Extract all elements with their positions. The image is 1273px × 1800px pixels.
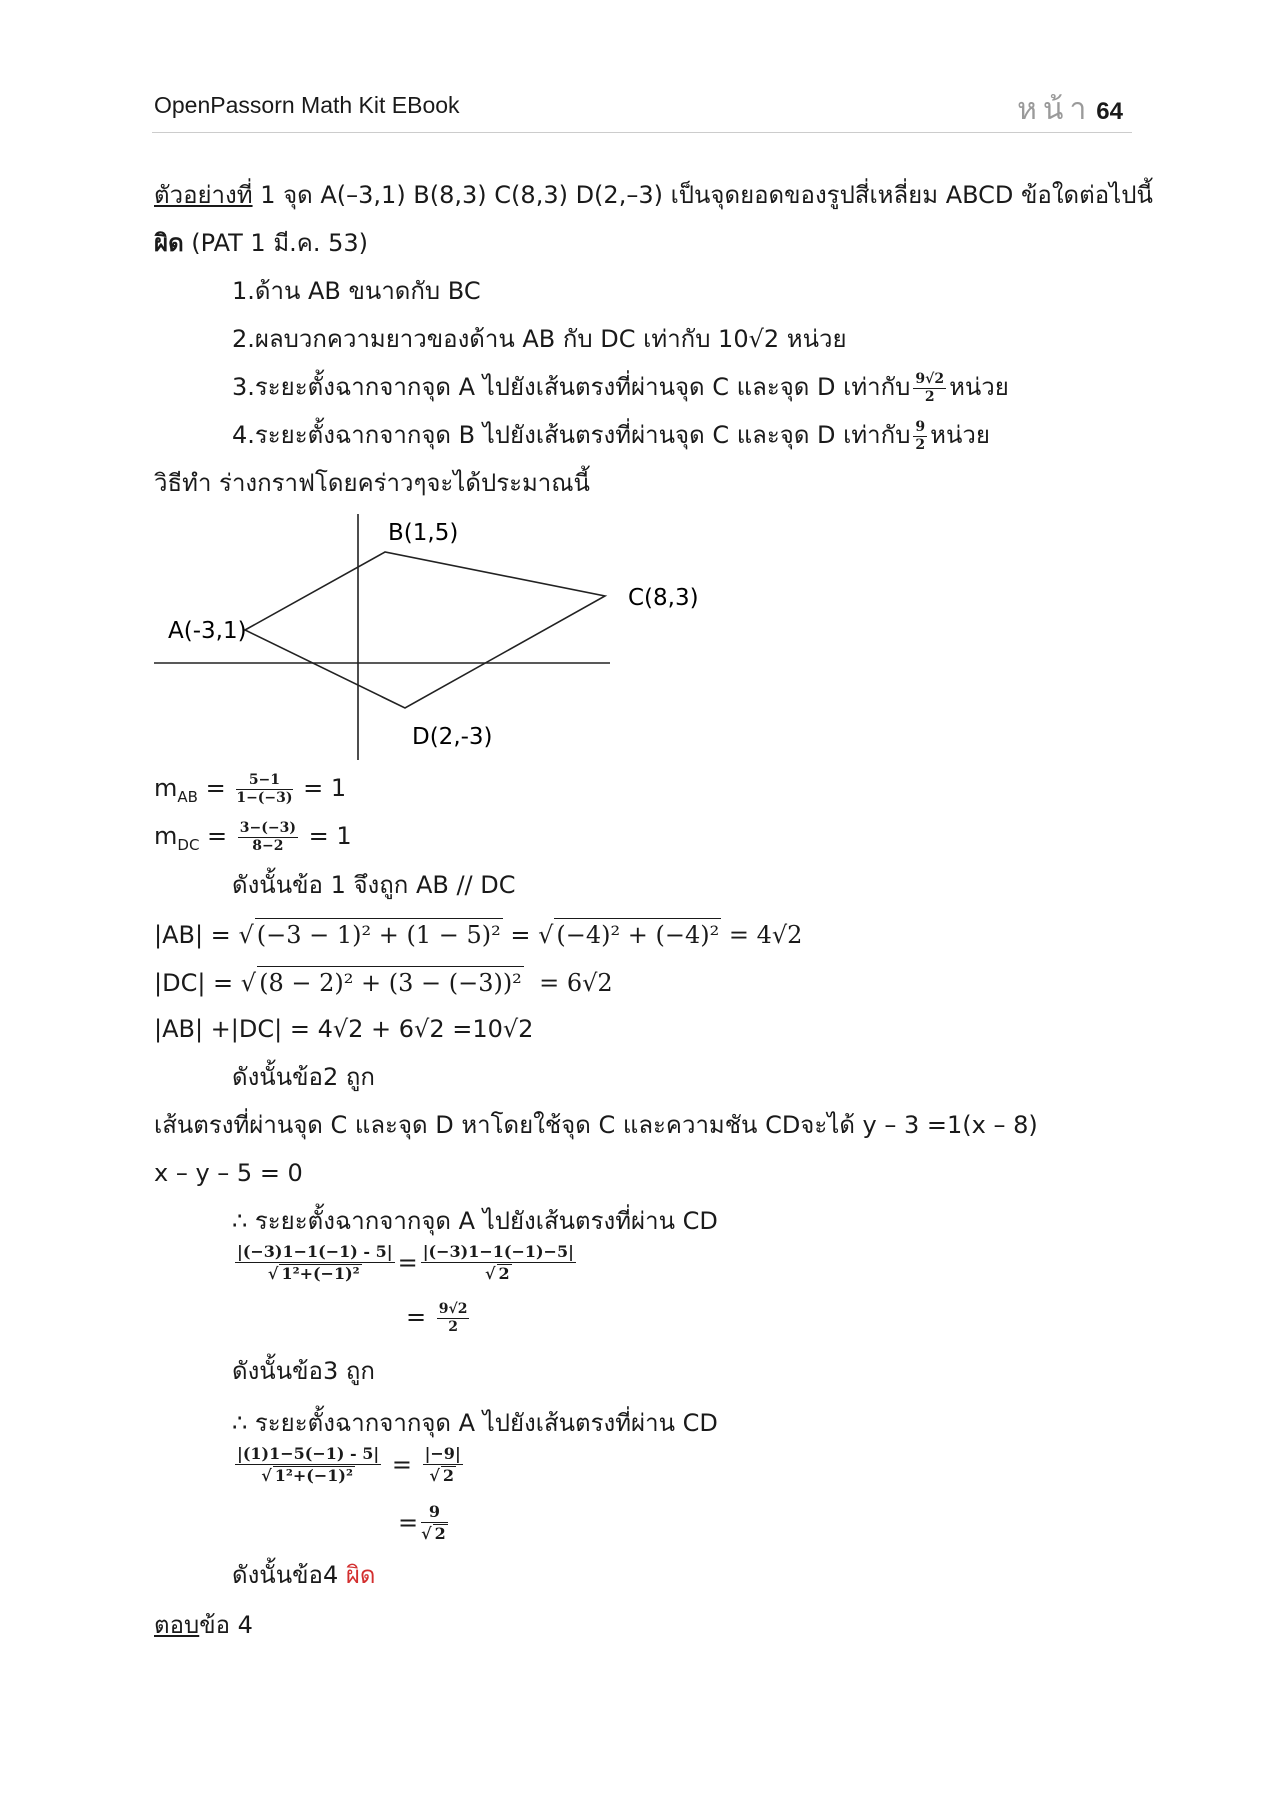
choice-4-fraction [913, 420, 927, 452]
slope-dc-label: m [154, 822, 178, 851]
page-label: หน้า [1017, 93, 1093, 126]
distance-a-fraction-2 [421, 1244, 576, 1283]
slope-ab-sub: AB [177, 787, 198, 806]
sqrt-icon: √ [240, 969, 257, 997]
choice-4-num: 9 [915, 419, 926, 435]
choice-4-den: 2 [915, 436, 926, 453]
choice-3-fraction [913, 372, 946, 404]
distance-b-res-num: 9 [421, 1504, 448, 1523]
distance-a-num-1: |(−3)1−1(−1) - 5| [237, 1242, 393, 1261]
example-label: ตัวอย่างที่ [154, 181, 253, 209]
choice-3-text: 3.ระยะตั้งฉากจากจุด A ไปยังเส้นตรงที่ผ่านจุด C และจุด D เท่ากับ [232, 373, 911, 402]
line-cd-derivation: เส้นตรงที่ผ่านจุด C และจุด D หาโดยใช้จุด C และความชัน CDจะได้ y – 3 =1(x – 8) [154, 1111, 1038, 1139]
sqrt-icon: √ [421, 1523, 432, 1543]
slope-ab-label: m [154, 774, 178, 803]
length-ab-radicand-1: (−3 − 1)² + (1 − 5)² [255, 918, 503, 950]
label-d: D(2,-3) [412, 724, 493, 750]
slope-dc-result: = 1 [308, 822, 352, 851]
choice-3-den: 2 [924, 388, 935, 405]
choice-3 [232, 372, 1009, 404]
problem-statement [154, 180, 1153, 210]
distance-b-fraction-1 [235, 1446, 381, 1485]
distance-a-result-fraction [437, 1302, 470, 1334]
length-ab-label: |AB| = [154, 921, 231, 949]
slope-ab-den: 1−(−3) [236, 789, 293, 806]
length-sum: |AB| +|DC| = 4√2 + 6√2 =10√2 [154, 1015, 534, 1043]
choice-2: 2.ผลบวกความยาวของด้าน AB กับ DC เท่ากับ 10√2 หน่วย [232, 325, 847, 353]
choice-4-text: 4.ระยะตั้งฉากจากจุด B ไปยังเส้นตรงที่ผ่านจุด C และจุด D เท่ากับ [232, 421, 911, 450]
length-ab-result: = 4√2 [728, 921, 803, 949]
problem-source: (PAT 1 มี.ค. 53) [183, 229, 368, 257]
distance-b-res-den: √ 2 [421, 1523, 446, 1543]
length-dc-label: |DC| = [154, 969, 234, 997]
slope-ab-result: = 1 [303, 774, 347, 803]
slope-ab-num: 5−1 [236, 773, 292, 790]
slope-dc-fraction [238, 821, 298, 853]
distance-b-result: = $\frac{9}{√ 2}$ [398, 1502, 446, 1543]
label-b: B(1,5) [388, 520, 459, 546]
slope-dc-sub: DC [177, 835, 200, 854]
page-number: 64 [1096, 98, 1123, 125]
distance-a-result: = $\frac{9√2}{2}$ [406, 1301, 468, 1335]
distance-b-calc [232, 1446, 466, 1485]
conclusion-2: ดังนั้นข้อ2 ถูก [232, 1063, 375, 1091]
distance-b-fraction-2 [423, 1446, 463, 1485]
length-dc-result: = 6√2 [539, 969, 613, 997]
label-a: A(-3,1) [168, 618, 247, 644]
sqrt-icon: √ [484, 1263, 496, 1283]
conclusion-4-text: ดังนั้นข้อ4 [232, 1561, 346, 1589]
distance-a-heading: ∴ ระยะตั้งฉากจากจุด A ไปยังเส้นตรงที่ผ่าน CD [232, 1207, 718, 1235]
answer-value: ข้อ 4 [199, 1611, 253, 1639]
length-dc-radicand: (8 − 2)² + (3 − (−3))² [257, 966, 524, 998]
distance-b-num-2: |−9| [424, 1444, 461, 1463]
slope-dc-den: 8−2 [252, 837, 284, 854]
quadrilateral-abcd [245, 552, 605, 708]
distance-a-fraction-1 [235, 1244, 395, 1283]
distance-a-den-1: √ 1²+(−1)² [267, 1263, 360, 1283]
slope-ab: $m_{AB}$ = $\frac{5-1}{1-(-3)}$ = 1 [154, 772, 347, 806]
slope-dc-num: 3−(−3) [239, 820, 296, 836]
distance-a-calc [232, 1244, 579, 1283]
solution-intro: วิธีทำ ร่างกราฟโดยคร่าวๆจะได้ประมาณนี้ [154, 469, 590, 497]
line-cd-equation: x – y – 5 = 0 [154, 1159, 303, 1187]
choice-4 [232, 420, 990, 452]
conclusion-3: ดังนั้นข้อ3 ถูก [232, 1357, 375, 1385]
distance-b-heading: ∴ ระยะตั้งฉากจากจุด A ไปยังเส้นตรงที่ผ่าน CD [232, 1409, 718, 1437]
distance-a-den-2: √ 2 [484, 1263, 510, 1283]
sqrt-icon: √ [267, 1263, 279, 1283]
page-indicator [1017, 86, 1123, 133]
conclusion-4-wrong: ผิด [345, 1561, 376, 1589]
slope-dc: $m_{DC}$ = $\frac{3-(-3)}{8-2}$ = 1 [154, 820, 352, 854]
length-ab [154, 918, 802, 950]
label-c: C(8,3) [628, 585, 699, 611]
final-answer [154, 1610, 253, 1640]
distance-b-eq: = [391, 1450, 412, 1479]
distance-b-num-1: |(1)1−5(−1) - 5| [237, 1444, 380, 1463]
slope-ab-fraction [236, 773, 292, 805]
distance-a-res-den: 2 [448, 1318, 458, 1335]
distance-b-den-2: √ 2 [429, 1465, 454, 1485]
problem-statement-cont [154, 228, 368, 258]
wrong-word: ผิด [154, 229, 184, 257]
distance-a-eq: = [397, 1248, 418, 1277]
distance-b-den-1: √ 1²+(−1)² [261, 1465, 353, 1485]
sqrt-icon: √ [261, 1465, 272, 1485]
header-divider [152, 132, 1132, 133]
choice-3-unit: หน่วย [949, 373, 1009, 402]
choice-4-unit: หน่วย [930, 421, 990, 450]
conclusion-1: ดังนั้นข้อ 1 จึงถูก AB // DC [232, 871, 516, 899]
header-title: OpenPassorn Math Kit EBook [154, 92, 460, 118]
sqrt-icon: √ [429, 1465, 440, 1485]
choice-1: 1.ด้าน AB ขนาดกับ BC [232, 277, 481, 305]
answer-label: ตอบ [154, 1611, 200, 1639]
quadrilateral-sketch [150, 508, 730, 768]
distance-a-num-2: |(−3)1−1(−1)−5| [422, 1242, 574, 1261]
length-dc [154, 966, 613, 998]
length-ab-radicand-2: (−4)² + (−4)² [554, 918, 721, 950]
sqrt-icon: √ [238, 921, 254, 949]
distance-b-result-fraction [421, 1504, 448, 1543]
statement-text: 1 จุด A(–3,1) B(8,3) C(8,3) D(2,–3) เป็นจุดยอดของรูปสี่เหลี่ยม ABCD ข้อใดต่อไปนี้ [252, 181, 1153, 209]
distance-a-res-num: 9√2 [438, 1301, 468, 1317]
length-ab-eq: = [510, 921, 531, 949]
choice-3-num: 9√2 [915, 371, 945, 387]
sqrt-icon: √ [538, 921, 554, 949]
conclusion-4 [232, 1560, 376, 1590]
